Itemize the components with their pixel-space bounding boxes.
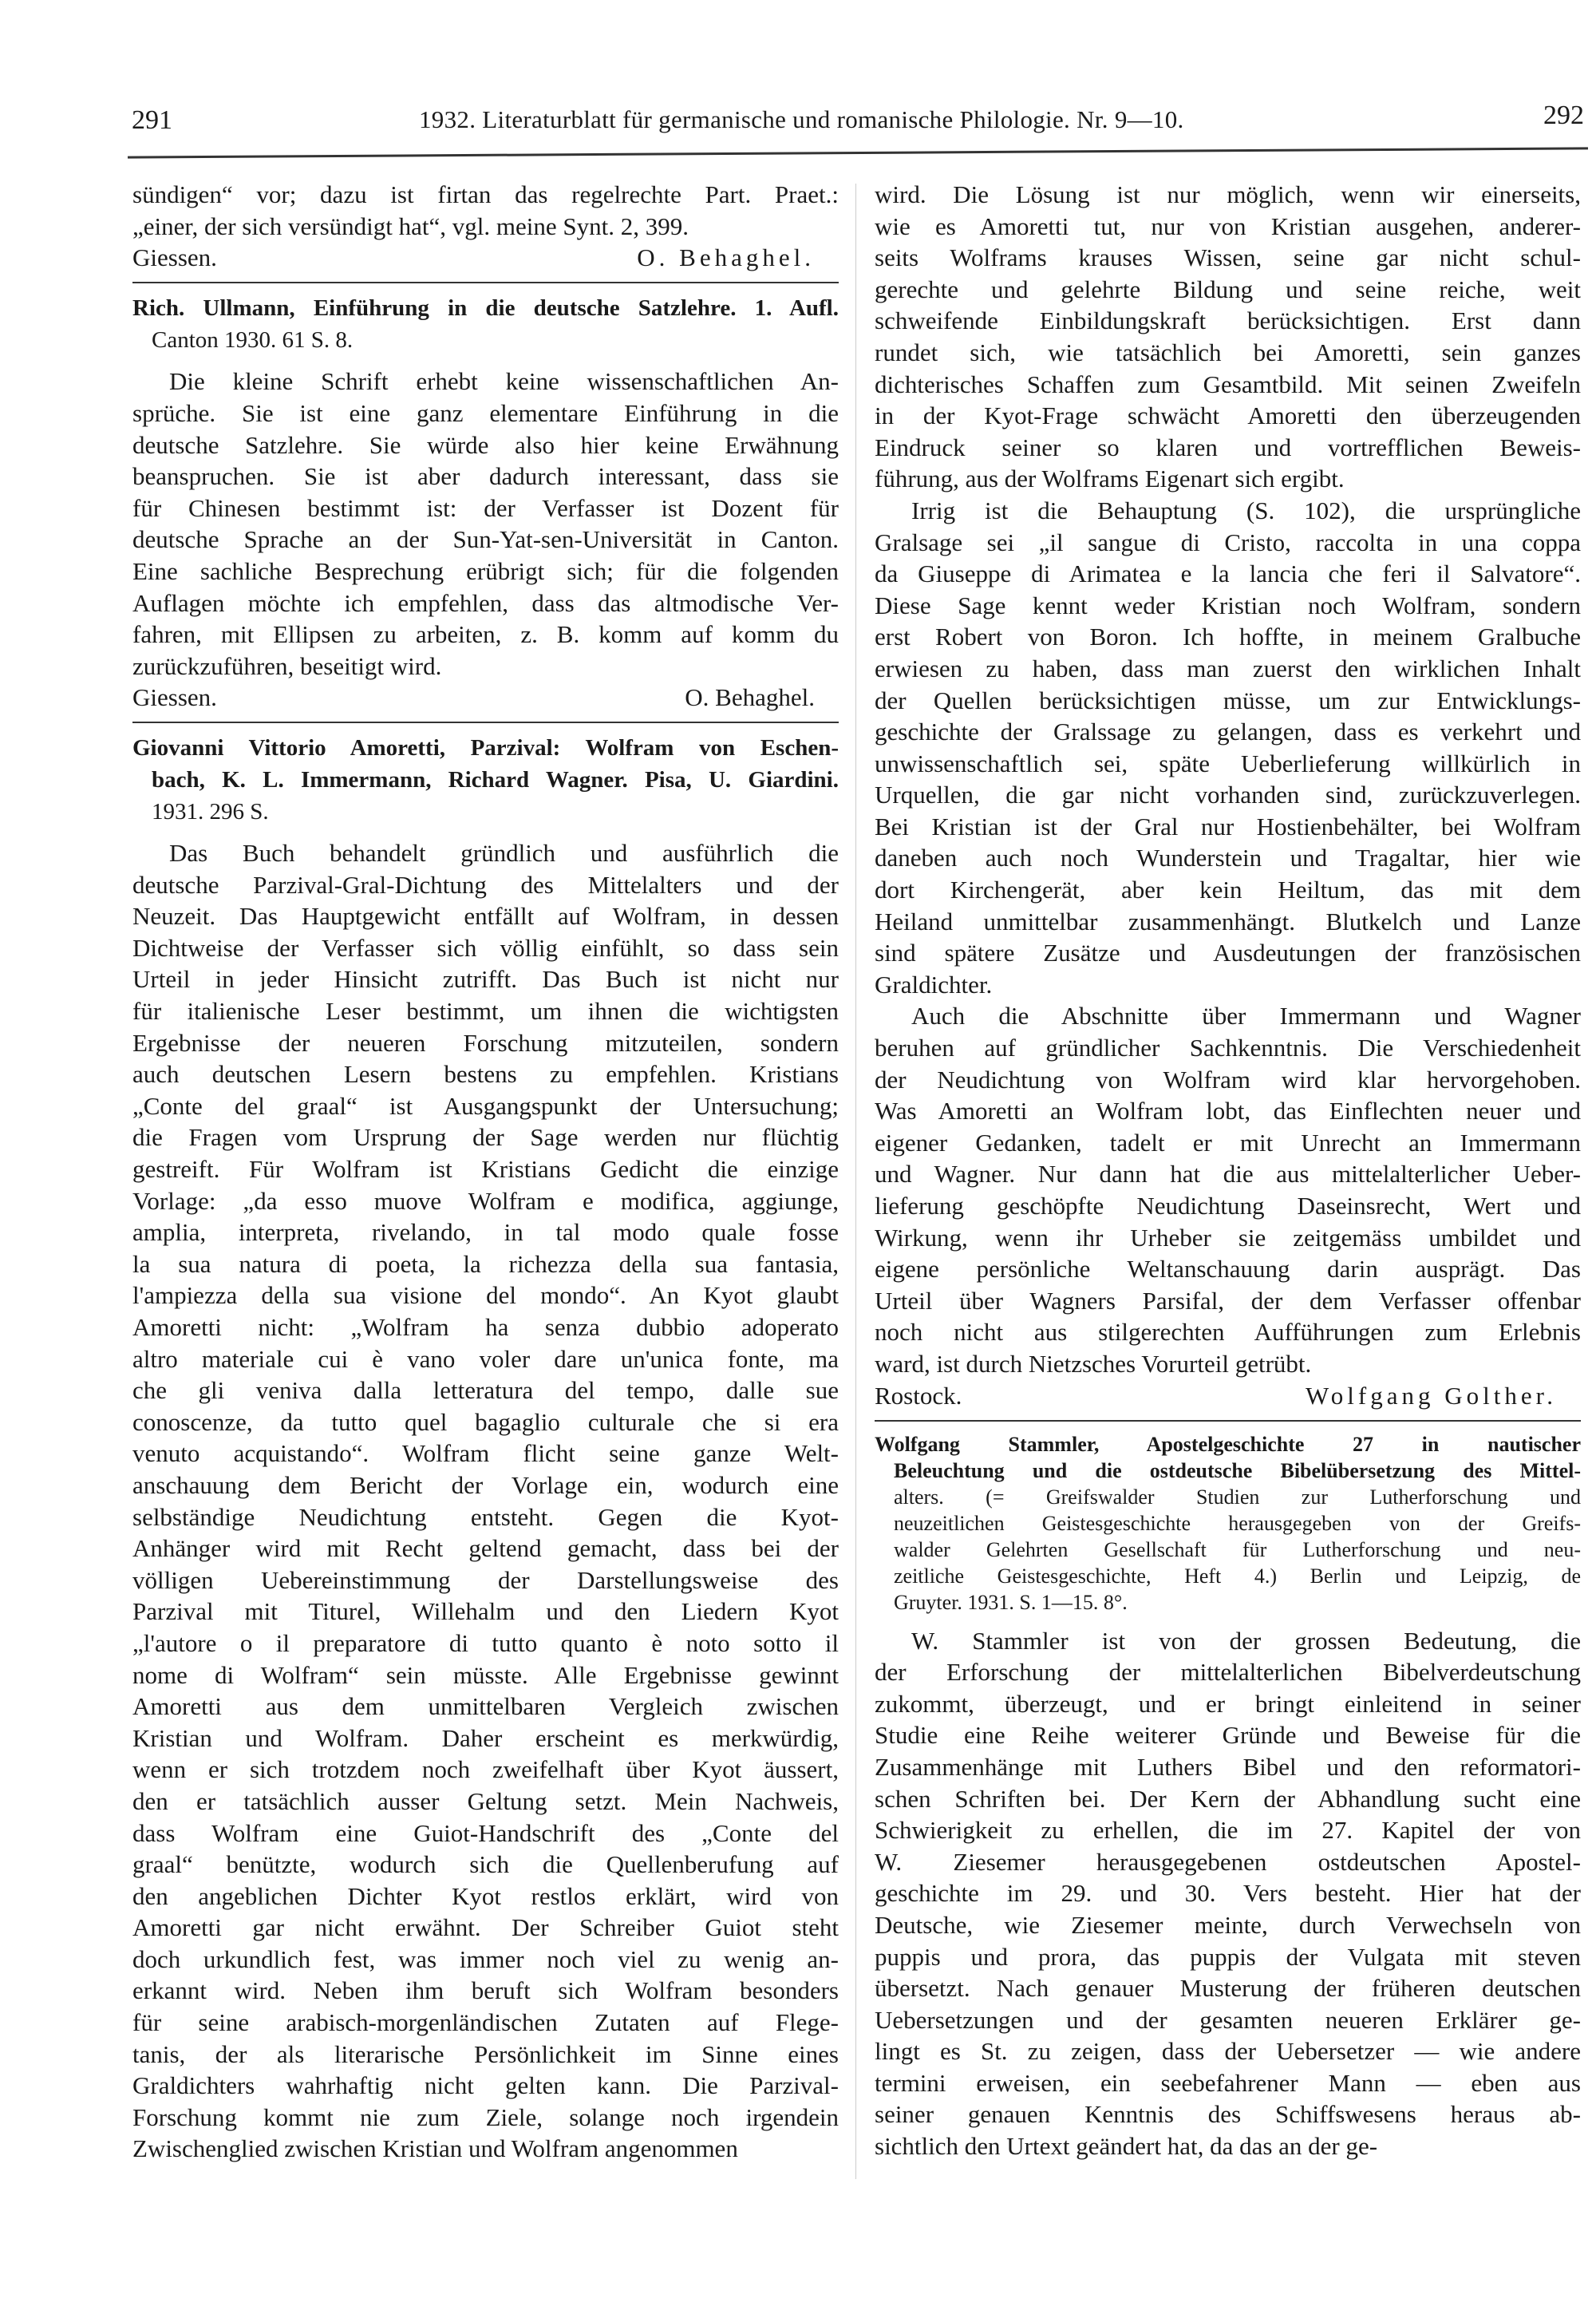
text-line: wird. Die Lösung ist nur möglich, wenn wir einerseits, <box>875 180 1581 208</box>
text-line: deutsche Parzival-Gral-Dichtung des Mittelalters und der <box>132 870 839 899</box>
paragraph <box>132 837 839 2165</box>
text-line: eigene persönliche Weltanschauung darin ausprägt. Das <box>875 1255 1581 1284</box>
text-line: in der Kyot-Frage schwächt Amoretti den überzeugenden <box>875 401 1581 430</box>
text-line: altro materiale cui è vano voler dare un'unica fonte, ma <box>132 1344 839 1373</box>
section-rule <box>132 722 839 723</box>
text-line: venuto acquistando“. Wolfram flicht seine ganze Welt- <box>132 1439 839 1468</box>
text-line: Auch die Abschnitte über Immermann und Wagner <box>911 1002 1581 1030</box>
paragraph <box>875 179 1581 495</box>
text-line: l'ampiezza della sua visione del mondo“. An Kyot glaubt <box>132 1281 839 1310</box>
text-line: termini erweisen, ein seebefahrener Mann — eben aus <box>875 2068 1581 2097</box>
text-line: noch nicht aus stilgerechten Aufführungen zum Erlebnis <box>875 1318 1581 1347</box>
text-line: la sua natura di poeta, la richezza della sua fantasia, <box>132 1249 839 1278</box>
text-line: Gralsage sei „il sangue di Cristo, raccolta in una coppa <box>875 528 1581 556</box>
text-line: der Neudichtung von Wolfram wird klar hervorgehoben. <box>875 1065 1581 1094</box>
heading-line: Giovanni Vittorio Amoretti, Parzival: Wolfram von Eschen- <box>132 735 839 761</box>
text-line: völligen Uebereinstimmung der Darstellungsweise des <box>132 1565 839 1594</box>
text-line: schweifende Einbildungskraft berücksichtigen. Erst dann <box>875 307 1581 335</box>
text-line: für seine arabisch-morgenländischen Zutaten auf Flege- <box>132 2008 839 2037</box>
text-line: beanspruchen. Sie ist aber dadurch interessant, dass sie <box>132 462 839 491</box>
text-line: Amoretti gar nicht erwähnt. Der Schreiber Guiot steht <box>132 1913 839 1942</box>
text-line: erwiesen zu haben, dass man zuerst den wirklichen Inhalt <box>875 654 1581 682</box>
text-line: eigener Gedanken, tadelt er mit Unrecht an Immermann <box>875 1128 1581 1157</box>
text-line: Diese Sage kennt weder Kristian noch Wolfram, sondern <box>875 591 1581 619</box>
text-line: Graldichter. <box>875 970 993 999</box>
paragraph <box>875 1000 1581 1379</box>
text-line: wie es Amoretti tut, nur von Kristian ausgehen, anderer- <box>875 212 1581 240</box>
text-line: führung, aus der Wolframs Eigenart sich ergibt. <box>875 465 1345 493</box>
text-line: sichtlich den Urtext geändert hat, da das an der ge- <box>875 2132 1378 2161</box>
text-line: Auflagen möchte ich empfehlen, dass das altmodische Ver- <box>132 588 839 617</box>
text-line: für italienische Leser bestimmt, um ihnen die wichtigsten <box>132 997 839 1026</box>
heading-line: zeitliche Geistesgeschichte, Heft 4.) Berlin und Leipzig, de <box>894 1564 1581 1588</box>
text-line: Forschung kommt nie zum Ziele, solange noch irgendein <box>132 2102 839 2131</box>
text-line: lieferung geschöpfte Neudichtung Daseinsrecht, Wert und <box>875 1192 1581 1220</box>
text-line: Zwischenglied zwischen Kristian und Wolfram angenommen <box>132 2134 738 2163</box>
text-line: Urteil in jeder Hinsicht zutrifft. Das Buch ist nicht nur <box>132 965 839 994</box>
heading-line: Wolfgang Stammler, Apostelgeschichte 27 in nautischer <box>875 1432 1581 1456</box>
text-line: Schwierigkeit zu erhellen, die im 27. Kapitel der von <box>875 1816 1581 1845</box>
text-line: erkannt wird. Neben ihm beruft sich Wolfram besonders <box>132 1976 839 2005</box>
text-line: Uebersetzungen und der gesamten neueren Erklärer ge- <box>875 2005 1581 2034</box>
text-line: und Wagner. Nur dann hat die aus mittelalterlicher Ueber- <box>875 1160 1581 1189</box>
text-line: seits Wolframs krauses Wissen, seine gar nicht schul- <box>875 243 1581 272</box>
text-line: Deutsche, wie Ziesemer meinte, durch Verwechseln von <box>875 1910 1581 1939</box>
text-line: geschichte im 29. und 30. Vers besteht. Hier hat der <box>875 1879 1581 1908</box>
text-line: zukommt, überzeugt, und er bringt einleitend in seiner <box>875 1689 1581 1718</box>
heading-line: 1931. 296 S. <box>152 798 269 825</box>
text-line: dort Kirchengerät, aber kein Heiltum, das mit dem <box>875 876 1581 904</box>
text-line: Kristian und Wolfram. Daher erscheint es merkwürdig, <box>132 1723 839 1752</box>
text-line: deutsche Satzlehre. Sie würde also hier keine Erwähnung <box>132 430 839 459</box>
heading-line: Rich. Ullmann, Einführung in die deutsche Satzlehre. 1. Aufl. <box>132 295 839 322</box>
text-line: geschichte der Gralssage zu gelangen, dass es verkehrt und <box>875 718 1581 746</box>
paragraph <box>132 179 839 242</box>
text-line: Bei Kristian ist der Gral nur Hostienbehälter, bei Wolfram <box>875 812 1581 841</box>
text-line: dass Wolfram eine Guiot-Handschrift des „Conte del <box>132 1818 839 1847</box>
text-line: Amoretti nicht: „Wolfram ha senza dubbio adoperato <box>132 1313 839 1341</box>
text-line: Zusammenhänge mit Luthers Bibel und den reformatori- <box>875 1752 1581 1781</box>
text-line: für Chinesen bestimmt ist: der Verfasser ist Dozent für <box>132 493 839 522</box>
text-line: Studie eine Reihe weiterer Gründe und Beweise für die <box>875 1721 1581 1750</box>
paragraph <box>132 366 839 682</box>
journal-title: 1932. Literaturblatt für germanische und romanische Philologie. Nr. 9—10. <box>419 105 1184 133</box>
text-line: wenn er sich trotzdem noch zweifelhaft über Kyot äussert, <box>132 1755 839 1784</box>
text-line: seiner genauen Kenntnis des Schiffswesens heraus ab- <box>875 2100 1581 2129</box>
text-line: da Giuseppe di Arimatea e la lancia che feri il Salvatore“. <box>875 560 1581 588</box>
text-line: sprüche. Sie ist eine ganz elementare Einführung in die <box>132 398 839 427</box>
text-line: „l'autore o il preparatore di tutto quanto è noto sotto il <box>132 1628 839 1657</box>
text-line: Wirkung, wenn ihr Urheber sie zeitgemäss umbildet und <box>875 1223 1581 1252</box>
page-number-left: 291 <box>132 105 172 135</box>
section-rule <box>132 282 839 283</box>
text-line: unwissenschaftlich sei, späte Ueberlieferung willkürlich in <box>875 749 1581 777</box>
section-rule <box>875 1420 1581 1422</box>
signature-place: Giessen. <box>132 243 217 272</box>
signature-author: O. Behaghel. <box>685 683 815 712</box>
review-heading <box>132 733 839 828</box>
text-line: puppis und prora, das puppis der Vulgata mit steven <box>875 1942 1581 1971</box>
text-line: gestreift. Für Wolfram ist Kristians Gedicht die einzige <box>132 1155 839 1184</box>
text-line: der Quellen berücksichtigen müsse, um zur Entwicklungs- <box>875 686 1581 714</box>
text-line: der Erforschung der mittelalterlichen Bibelverdeutschung <box>875 1658 1581 1687</box>
text-line: Graldichters wahrhaftig nicht gelten kann. Die Parzival- <box>132 2071 839 2100</box>
text-line: doch urkundlich fest, was immer noch viel zu wenig an- <box>132 1944 839 1973</box>
text-line: selbständige Neudichtung entsteht. Gegen die Kyot- <box>132 1502 839 1531</box>
text-line: „Conte del graal“ ist Ausgangspunkt der Untersuchung; <box>132 1091 839 1120</box>
text-line: W. Stammler ist von der grossen Bedeutung, die <box>911 1626 1581 1655</box>
text-line: beruhen auf gründlicher Sachkenntnis. Die Verschiedenheit <box>875 1034 1581 1062</box>
text-line: Irrig ist die Behauptung (S. 102), die ursprüngliche <box>911 496 1581 524</box>
text-line: schen Schriften bei. Der Kern der Abhandlung sucht eine <box>875 1784 1581 1813</box>
signature-author: Wolfgang Golther. <box>1306 1381 1557 1410</box>
signature-place: Rostock. <box>875 1381 962 1410</box>
review-signature <box>132 242 839 274</box>
text-line: Neuzeit. Das Hauptgewicht entfällt auf Wolfram, in dessen <box>132 902 839 931</box>
text-line: Eine sachliche Besprechung erübrigt sich; für die folgenden <box>132 556 839 585</box>
text-line: auch deutschen Lesern bestens zu empfehlen. Kristians <box>132 1060 839 1089</box>
text-line: Amoretti aus dem unmittelbaren Vergleich zwischen <box>132 1692 839 1721</box>
text-line: sind spätere Zusätze und Ausdeutungen der französischen <box>875 939 1581 967</box>
text-line: rundet sich, wie tatsächlich bei Amoretti, sein ganzes <box>875 338 1581 366</box>
text-line: Urteil über Wagners Parsifal, der dem Verfasser offenbar <box>875 1286 1581 1315</box>
header-rule <box>128 147 1588 158</box>
review-heading <box>132 293 839 356</box>
text-line: Ergebnisse der neueren Forschung mitzuteilen, sondern <box>132 1028 839 1057</box>
text-line: gerechte und gelehrte Bildung und seine reiche, weit <box>875 275 1581 303</box>
text-line: Urquellen, die gar nicht vorhanden sind, zurückzuverlegen. <box>875 781 1581 809</box>
text-line: Das Buch behandelt gründlich und ausführlich die <box>169 839 839 868</box>
right-column <box>875 179 1581 2162</box>
heading-line: Canton 1930. 61 S. 8. <box>152 326 354 353</box>
text-line: erst Robert von Boron. Ich hoffte, in meinem Gralbuche <box>875 623 1581 651</box>
text-line: Vorlage: „da esso muove Wolfram e modifica, aggiunge, <box>132 1186 839 1215</box>
text-line: tanis, der als literarische Persönlichkeit im Sinne eines <box>132 2039 839 2068</box>
page-number-right: 292 <box>1543 101 1584 130</box>
text-line: Parzival mit Titurel, Willehalm und den Liedern Kyot <box>132 1597 839 1626</box>
text-line: zurückzuführen, beseitigt wird. <box>132 651 442 680</box>
text-line: fahren, mit Ellipsen zu arbeiten, z. B. komm auf komm du <box>132 620 839 649</box>
signature-author: O. Behaghel. <box>637 243 815 272</box>
text-line: Anhänger wird mit Recht geltend gemacht, dass bei der <box>132 1534 839 1563</box>
heading-line: walder Gelehrten Gesellschaft für Lutherforschung und neu- <box>894 1537 1581 1561</box>
paragraph <box>875 495 1581 1001</box>
text-line: „einer, der sich versündigt hat“, vgl. meine Synt. 2, 399. <box>132 212 689 240</box>
heading-line: bach, K. L. Immermann, Richard Wagner. Pisa, U. Giardini. <box>152 766 839 793</box>
text-line: sündigen“ vor; dazu ist firtan das regelrechte Part. Praet.: <box>132 180 839 208</box>
text-line: deutsche Sprache an der Sun-Yat-sen-Universität in Canton. <box>132 525 839 554</box>
text-line: den er tatsächlich ausser Geltung setzt. Mein Nachweis, <box>132 1786 839 1815</box>
text-line: W. Ziesemer herausgegebenen ostdeutschen Apostel- <box>875 1847 1581 1876</box>
text-line: anschauung dem Bericht der Vorlage ein, wodurch eine <box>132 1470 839 1499</box>
text-line: übersetzt. Nach genauer Musterung der früheren deutschen <box>875 1974 1581 2003</box>
review-signature <box>132 682 839 714</box>
text-line: Eindruck seiner so klaren und vortrefflichen Beweis- <box>875 433 1581 461</box>
text-line: daneben auch noch Wunderstein und Tragaltar, hier wie <box>875 844 1581 872</box>
text-line: graal“ benützte, wodurch sich die Quellenberufung auf <box>132 1850 839 1879</box>
signature-place: Giessen. <box>132 683 217 712</box>
review-heading <box>875 1431 1581 1616</box>
text-line: Die kleine Schrift erhebt keine wissenschaftlichen An- <box>169 367 839 396</box>
left-column <box>132 179 839 2165</box>
column-divider <box>855 184 856 2179</box>
text-line: che gli veniva dalla letteratura del tempo, dalle sue <box>132 1376 839 1405</box>
text-line: conoscenze, da tutto quel bagaglio culturale che si era <box>132 1407 839 1436</box>
paragraph <box>875 1625 1581 2162</box>
review-signature <box>875 1380 1581 1412</box>
text-line: nome di Wolfram“ sein müsste. Alle Ergebnisse gewinnt <box>132 1660 839 1689</box>
text-line: amplia, interpreta, rivelando, in tal modo quale fosse <box>132 1218 839 1247</box>
text-line: Heiland unmittelbar zusammenhängt. Blutkelch und Lanze <box>875 907 1581 935</box>
text-line: Was Amoretti an Wolfram lobt, das Einflechten neuer und <box>875 1097 1581 1125</box>
text-line: den angeblichen Dichter Kyot restlos erklärt, wird von <box>132 1881 839 1910</box>
text-line: Dichtweise der Verfasser sich völlig einfühlt, so dass sein <box>132 933 839 962</box>
heading-line: Gruyter. 1931. S. 1—15. 8°. <box>894 1590 1128 1614</box>
heading-line: Beleuchtung und die ostdeutsche Bibelübersetzung des Mittel- <box>894 1458 1581 1482</box>
heading-line: neuzeitlichen Geistesgeschichte herausgegeben von der Greifs- <box>894 1511 1581 1535</box>
running-header <box>132 101 1584 144</box>
text-line: die Fragen vom Ursprung der Sage werden nur flüchtig <box>132 1123 839 1152</box>
text-line: ward, ist durch Nietzsches Vorurteil getrübt. <box>875 1349 1312 1378</box>
text-line: lingt es St. zu zeigen, dass der Uebersetzer — wie andere <box>875 2037 1581 2066</box>
heading-line: alters. (= Greifswalder Studien zur Lutherforschung und <box>894 1485 1581 1509</box>
text-line: dichterisches Schaffen zum Gesamtbild. Mit seinen Zweifeln <box>875 370 1581 398</box>
